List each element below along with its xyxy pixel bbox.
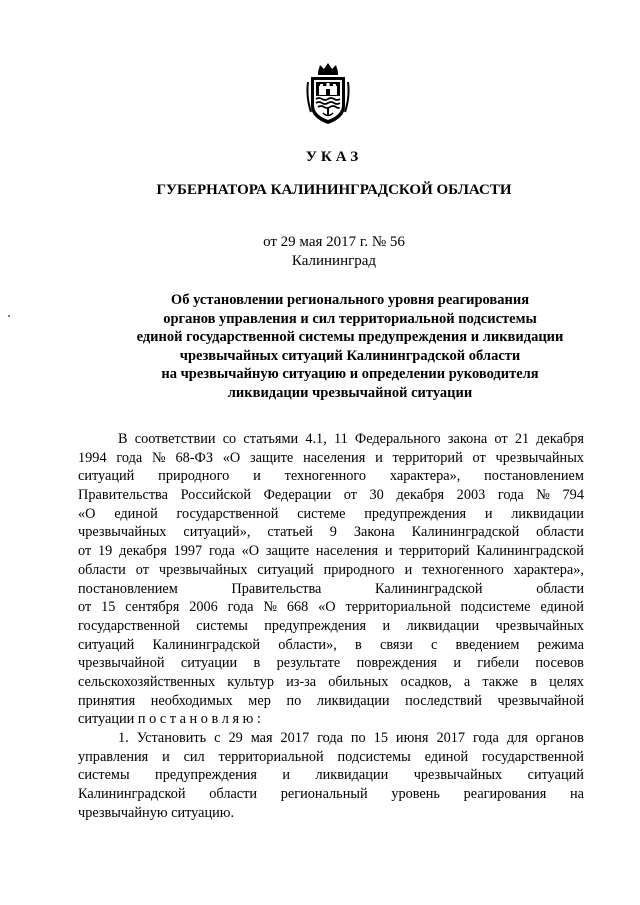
body-word: в [530, 673, 537, 690]
body-word: № [152, 449, 166, 466]
body-word: ситуаций [78, 636, 135, 653]
body-word: повреждения [356, 655, 437, 672]
body-word: чрезвычайных [413, 767, 503, 784]
body-word: 9 [329, 524, 337, 541]
body-word: ликвидации [406, 617, 480, 634]
body-word: 21 [514, 431, 530, 447]
body-word: Федерации [263, 487, 332, 504]
body-word: ликвидации [315, 767, 389, 784]
body-word: характера», [513, 561, 584, 578]
body-word: последствий [405, 692, 482, 709]
body-word: соответствии [134, 431, 216, 447]
body-word: режима [537, 636, 584, 653]
body-word: области [536, 580, 584, 597]
subject-line: Об установлении регионального уровня реагирования [170, 292, 530, 308]
body-line [78, 636, 584, 655]
body-word: органов [535, 730, 584, 746]
body-word: года [227, 599, 254, 616]
body-word: и [484, 505, 493, 522]
body-word: постановлением [484, 468, 584, 485]
body-word: осадков, [400, 673, 452, 690]
body-word: для [506, 730, 528, 746]
body-word: техногенного [284, 468, 367, 485]
body-word: «О [222, 449, 241, 466]
body-word: 1997 [173, 543, 203, 560]
body-line [78, 785, 584, 804]
body-word: и [162, 748, 170, 765]
body-line [78, 561, 584, 580]
body-word: декабря [119, 543, 167, 560]
body-word: результате [276, 655, 341, 672]
body-word: территорий [399, 543, 470, 560]
subject-line: ликвидации чрезвычайной ситуации [227, 384, 473, 401]
body-word: чрезвычайных [495, 617, 584, 634]
body-word: природного [158, 468, 230, 485]
coat-of-arms-icon [305, 62, 351, 126]
body-word: статьей [267, 524, 313, 541]
body-word: с [430, 636, 438, 653]
body-line [78, 692, 584, 711]
body-word: 68-ФЗ [175, 449, 213, 466]
body-word: «О [318, 599, 336, 616]
body-word: единой [540, 599, 584, 616]
body-line [78, 673, 584, 692]
body-word: территориальной [218, 748, 324, 765]
body-word: 30 [369, 487, 384, 504]
body-word: 11 [333, 431, 348, 447]
body-word: Калининградской [152, 636, 261, 653]
body-word: предупреждения [155, 767, 257, 784]
body-line [78, 580, 584, 599]
document-body [78, 430, 584, 822]
body-word: в [355, 636, 362, 653]
body-line [78, 486, 584, 505]
body-word: года [497, 487, 524, 504]
body-word: ликвидации [511, 505, 584, 522]
body-line [78, 523, 584, 542]
body-word: 15 [373, 730, 388, 746]
body-word: чрезвычайной [497, 692, 584, 709]
body-word: июня [395, 730, 429, 746]
body-word: декабря [536, 431, 584, 447]
body-word: культур [227, 673, 274, 690]
body-word: сентября [125, 599, 180, 616]
subject-line: органов управления и сил территориальной подсистемы [163, 310, 537, 327]
body-word: территорий [392, 449, 463, 466]
body-line [78, 467, 584, 486]
body-word: по [350, 730, 366, 746]
body-word: области [78, 561, 126, 578]
body-word: чрезвычайных [495, 449, 584, 466]
body-word: мер [248, 692, 271, 709]
body-word: В [118, 431, 128, 447]
body-word: и [384, 543, 393, 560]
body-line [78, 430, 584, 449]
body-word: подсистеме [460, 599, 531, 616]
subject-line: единой государственной системы предупреждения и ликвидации [136, 329, 564, 346]
body-word: государственной [78, 617, 180, 634]
body-word: декабря [396, 487, 445, 504]
margin-mark [8, 315, 10, 317]
body-word: также [482, 673, 519, 690]
body-word: года [208, 543, 235, 560]
body-word: единой [424, 748, 469, 765]
body-word: Калининградской [476, 543, 584, 560]
body-word: государственной [176, 505, 279, 522]
body-word: области [536, 524, 584, 541]
body-line [78, 729, 584, 748]
body-word: Закона [353, 524, 395, 541]
body-word: области [209, 786, 258, 803]
body-word: и [453, 655, 461, 672]
body-word: и [253, 468, 261, 485]
body-word: введением [455, 636, 520, 653]
document-place: Калининград [291, 253, 377, 269]
body-word: уровень [391, 786, 440, 803]
body-word: 1994 [78, 449, 107, 466]
body-word: с [214, 730, 221, 746]
body-word: целях [549, 673, 584, 690]
body-word: 1. [118, 730, 129, 746]
body-line-text: чрезвычайную ситуацию. [78, 804, 235, 821]
body-word: ситуаций», [183, 524, 251, 541]
document-issuer: ГУБЕРНАТОРА КАЛИНИНГРАДСКОЙ ОБЛАСТИ [156, 182, 512, 198]
body-word: Федерального [354, 431, 441, 447]
body-word: подсистемы [337, 748, 411, 765]
body-word: Российской [180, 487, 252, 504]
body-word: года [116, 449, 143, 466]
body-word: населения [315, 543, 379, 560]
body-word: реагирования [463, 786, 547, 803]
body-word: в [253, 655, 261, 672]
subject-line: на чрезвычайную ситуацию и определении руководителя [161, 366, 539, 383]
body-word: по [286, 692, 302, 709]
body-line [78, 710, 584, 729]
body-word: со [222, 431, 237, 447]
body-word: года [472, 730, 499, 746]
body-word: и [404, 561, 413, 578]
body-word: защите [250, 449, 294, 466]
body-word: «О [241, 543, 260, 560]
body-word: Правительства [231, 580, 322, 597]
body-word: 29 [228, 730, 243, 746]
body-line-text: ситуации п о с т а н о в л я ю : [78, 711, 261, 728]
body-word: и [375, 449, 383, 466]
body-word: Калининградской [78, 786, 186, 803]
body-line [78, 542, 584, 561]
body-word: чрезвычайной [78, 655, 165, 672]
body-word: сил [183, 748, 205, 765]
body-word: ситуации [180, 655, 238, 672]
body-word: Установить [136, 730, 207, 746]
body-word: от [494, 431, 508, 447]
body-line [78, 804, 584, 823]
body-line [78, 654, 584, 673]
body-word: предупреждения [364, 505, 467, 522]
document-date-number: от 29 мая 2017 г. № 56 [263, 234, 405, 250]
body-word: из-за [286, 673, 317, 690]
body-word: системы [78, 767, 130, 784]
body-word: системе [297, 505, 346, 522]
body-word: № [536, 487, 550, 504]
body-word: чрезвычайных [158, 561, 248, 578]
body-word: территориальной [345, 599, 451, 616]
body-word: населения [303, 449, 366, 466]
body-word: 2017 [436, 730, 466, 746]
body-word: от [78, 543, 92, 560]
body-word: области», [278, 636, 337, 653]
body-line [78, 748, 584, 767]
document-subject [60, 291, 640, 403]
body-word: 668 [286, 599, 309, 616]
body-word: 2017 [280, 730, 310, 746]
body-word: ситуаций [257, 561, 314, 578]
body-word: защите [265, 543, 310, 560]
body-word: гибели [477, 655, 520, 672]
body-word: техногенного [422, 561, 504, 578]
body-word: системы [196, 617, 248, 634]
subject-line: чрезвычайных ситуаций Калининградской области [179, 347, 521, 364]
body-line [78, 617, 584, 636]
body-word: характера», [389, 468, 461, 485]
body-word: мая [250, 730, 273, 746]
body-word: принятия [78, 692, 136, 709]
body-word: 19 [98, 543, 113, 560]
body-word: от [78, 599, 92, 616]
body-line [78, 766, 584, 785]
body-word: № [263, 599, 278, 616]
body-word: предупреждения [264, 617, 367, 634]
body-word: от [343, 487, 357, 504]
body-line [78, 505, 584, 524]
body-word: государственной [482, 748, 584, 765]
body-word: «О [78, 505, 96, 522]
body-word: и [382, 617, 391, 634]
body-line [78, 449, 584, 468]
body-word: ситуаций [527, 767, 584, 784]
body-word: единой [114, 505, 158, 522]
body-word: чрезвычайных [78, 524, 167, 541]
body-word: региональный [280, 786, 368, 803]
body-word: 2003 [456, 487, 486, 504]
body-word: от [135, 561, 149, 578]
body-word: управления [78, 748, 149, 765]
document-type: УКАЗ [305, 149, 363, 165]
body-word: года [317, 730, 343, 746]
body-word: Правительства [78, 487, 168, 504]
body-word: Калининградской [411, 524, 520, 541]
body-word: связи [379, 636, 413, 653]
body-word: на [569, 786, 584, 803]
body-word: необходимых [150, 692, 233, 709]
body-word: постановлением [78, 580, 178, 597]
body-word: статьями [243, 431, 299, 447]
body-word: 15 [101, 599, 116, 616]
body-word: посевов [535, 655, 584, 672]
body-word: природного [323, 561, 395, 578]
body-word: обильных [328, 673, 389, 690]
body-word: а [463, 673, 471, 690]
body-word: ликвидации [316, 692, 390, 709]
body-word: ситуаций [78, 468, 135, 485]
body-word: от [472, 449, 486, 466]
body-word: 794 [562, 487, 584, 504]
body-word: 2006 [189, 599, 218, 616]
body-word: Калининградской [375, 580, 483, 597]
body-word: 4.1, [305, 431, 327, 447]
body-word: и [282, 767, 291, 784]
body-line [78, 598, 584, 617]
body-word: сельскохозяйственных [78, 673, 216, 690]
body-word: закона [447, 431, 488, 447]
